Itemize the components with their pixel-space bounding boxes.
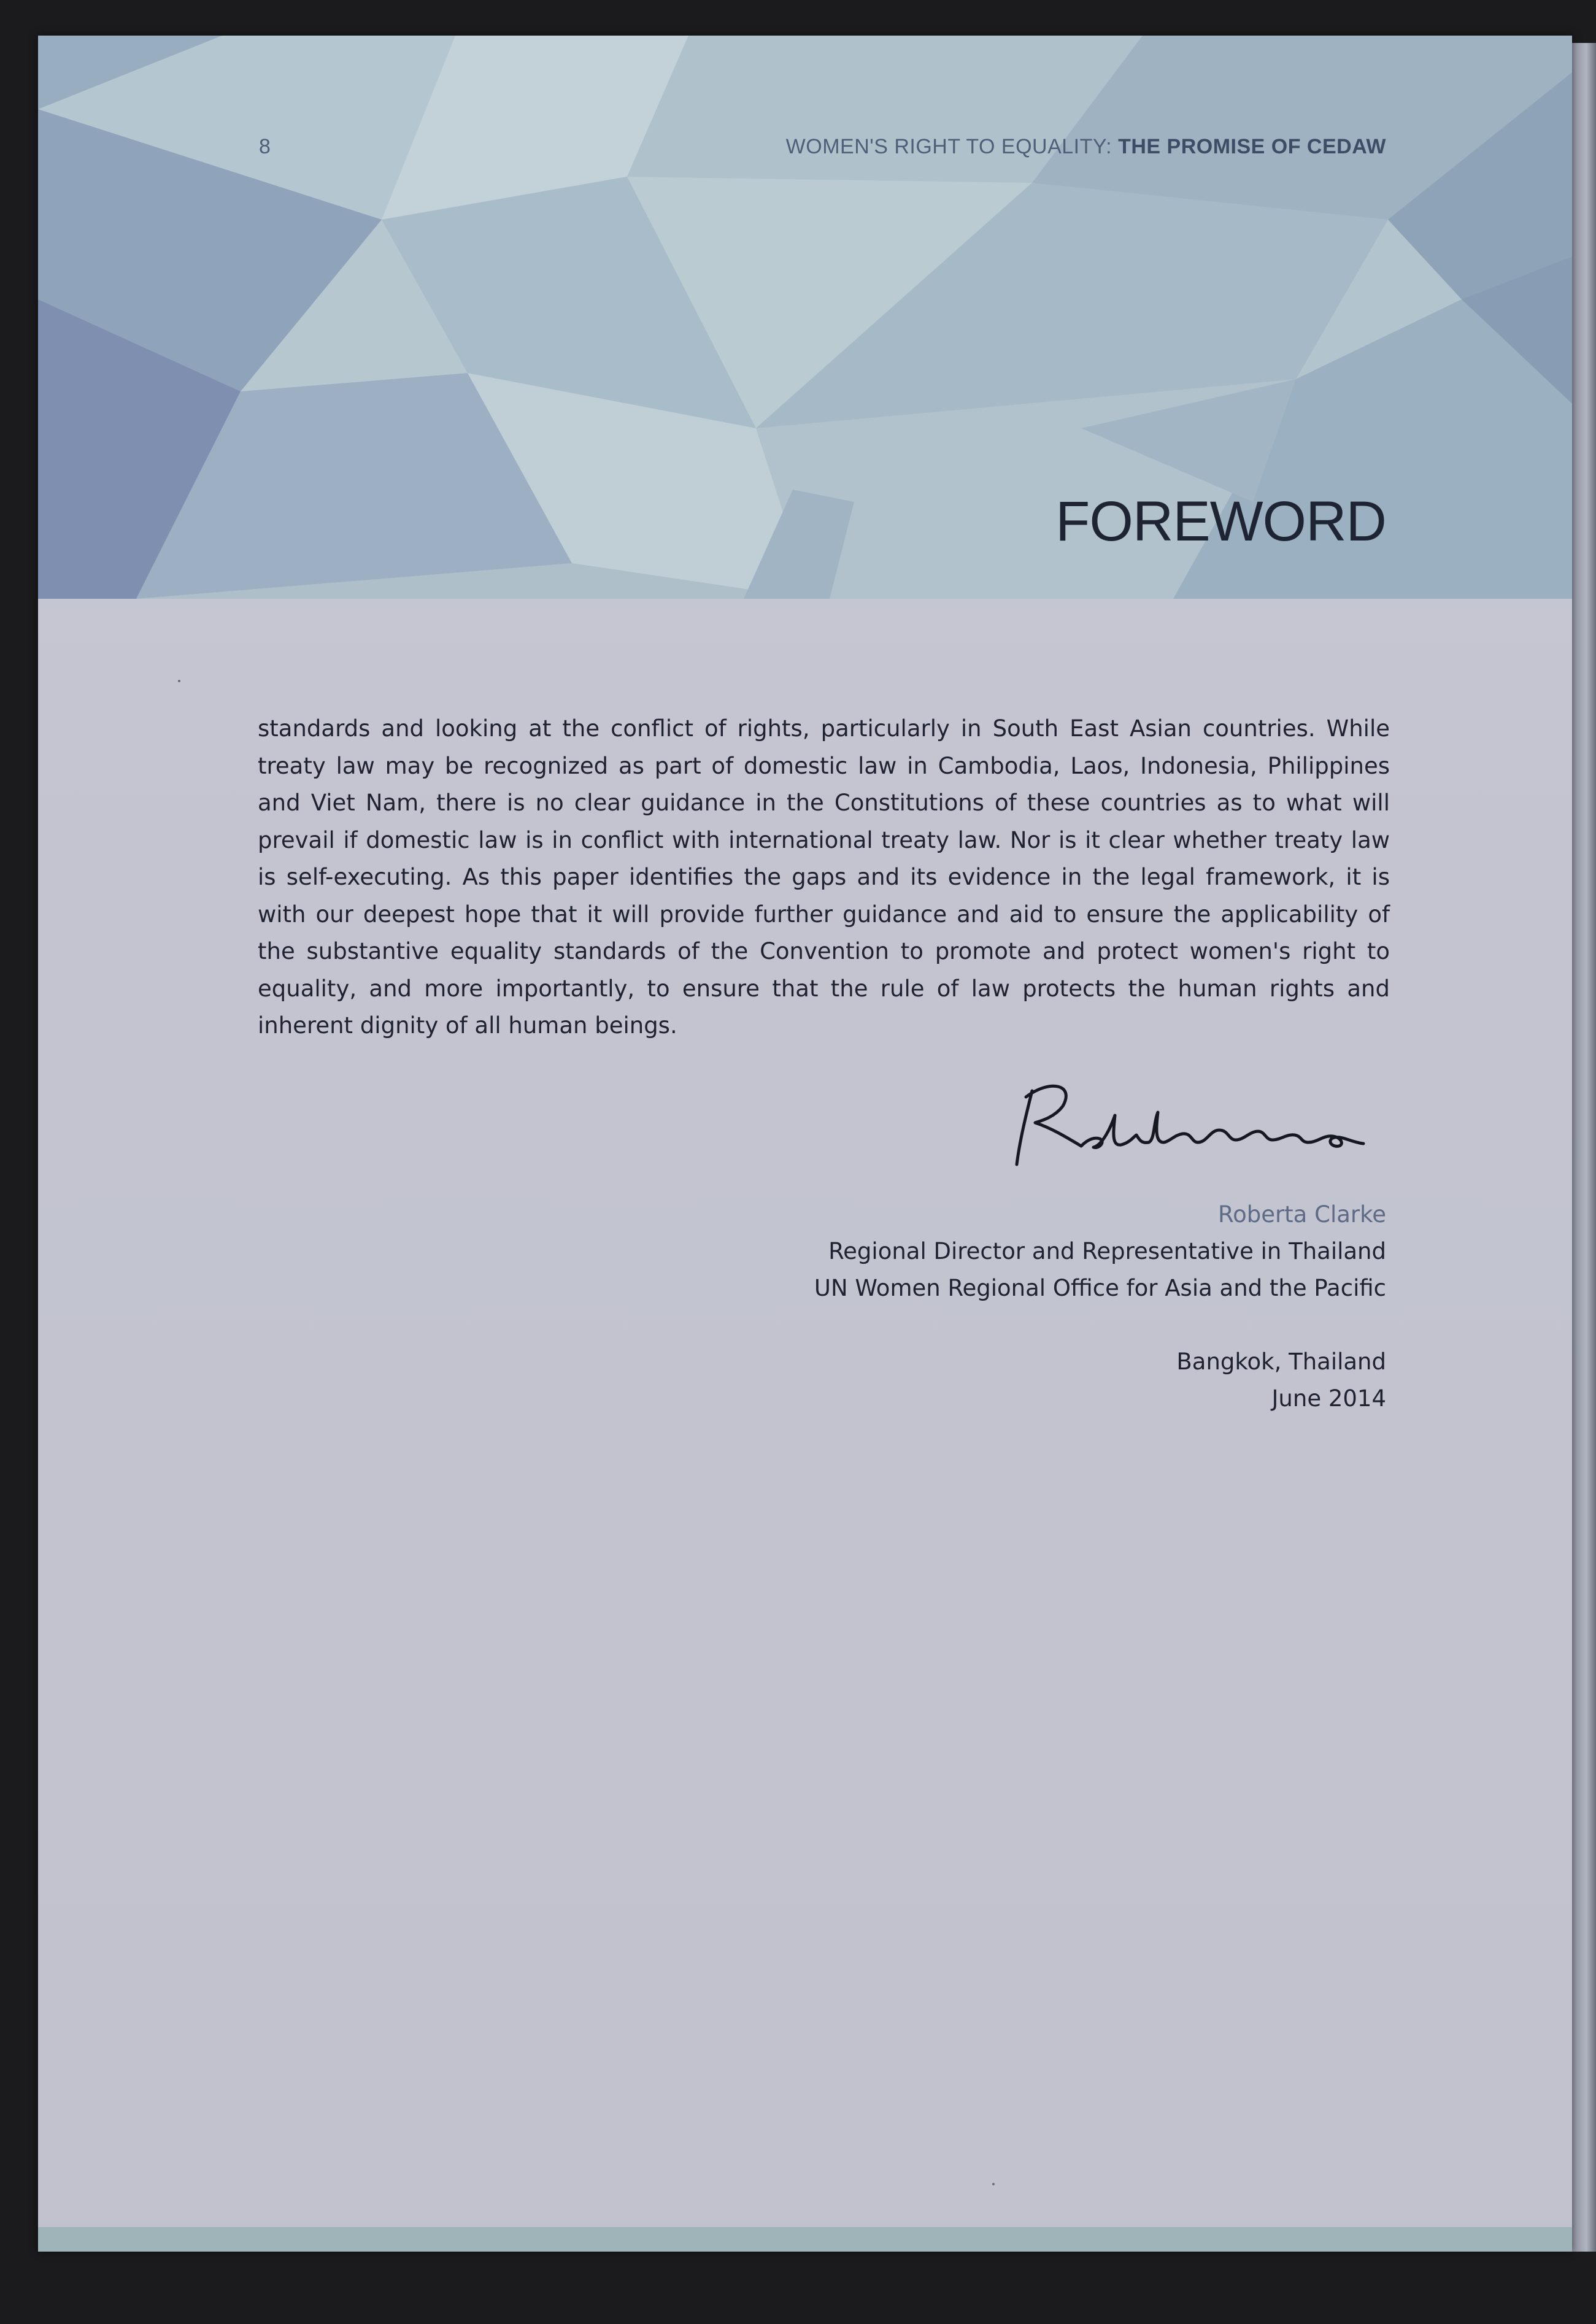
paper-speck <box>178 680 180 682</box>
signoff-block <box>814 1196 1386 1417</box>
signoff-place: Bangkok, Thailand <box>1176 1349 1386 1375</box>
signoff-spacer <box>814 1307 1386 1344</box>
bottom-color-strip <box>38 2227 1572 2252</box>
section-title: FOREWORD <box>1055 490 1386 553</box>
running-head <box>786 135 1386 159</box>
signatory-office: UN Women Regional Office for Asia and the Pacific <box>814 1275 1386 1301</box>
document-page <box>38 36 1572 2252</box>
polygon-header-banner <box>38 36 1572 599</box>
page-number: 8 <box>259 135 271 158</box>
running-head-regular: WOMEN'S RIGHT TO EQUALITY: <box>785 135 1119 158</box>
paper-speck <box>992 2183 995 2185</box>
body-paragraph: standards and looking at the conflict of rights, particularly in South East Asian countries. While treaty law may be recognized as part of domestic law in Cambodia, Laos, Indonesia, Philippines and Viet Nam, there is no clear guidance in the Constitutions of these countries as to what will prevail if domestic law is in conflict with international treaty law. Nor is it clear whether treaty law is self-executing. As this paper identifies the gaps and its evidence in the legal framework, it is with our deepest hope that it will provide further guidance and aid to ensure the applicability of the substantive equality standards of the Convention to promote and protect women's right to equality, and more importantly, to ensure that the rule of law protects the human rights and inherent dignity of all human beings. <box>258 715 1390 1039</box>
signatory-title: Regional Director and Representative in Thailand <box>828 1238 1386 1264</box>
next-page-edge <box>1572 43 1596 2252</box>
handwritten-signature <box>1008 1079 1388 1171</box>
signatory-name: Roberta Clarke <box>1218 1201 1386 1228</box>
signoff-date: June 2014 <box>1271 1385 1386 1412</box>
running-head-bold: THE PROMISE OF CEDAW <box>1118 135 1386 158</box>
